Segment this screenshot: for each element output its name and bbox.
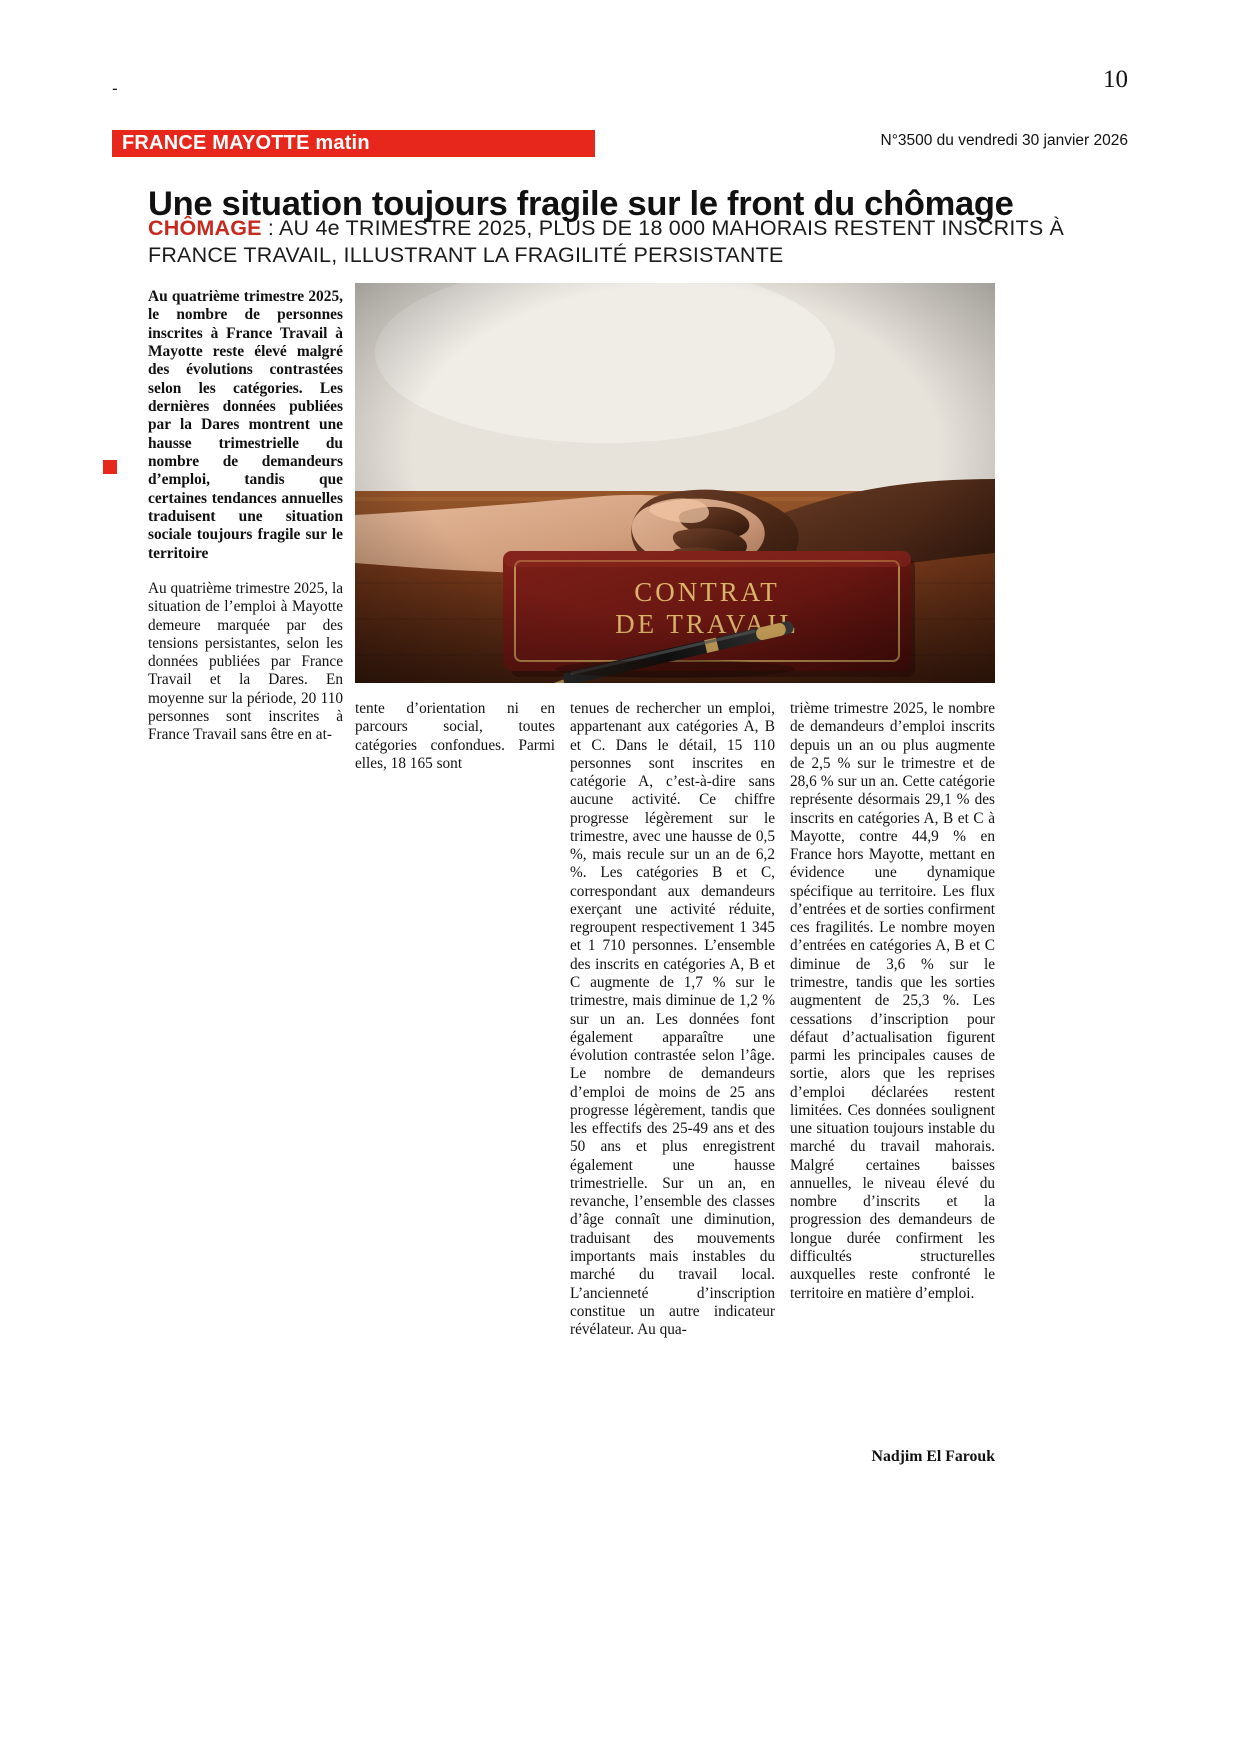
masthead-brand: FRANCE MAYOTTE (122, 132, 310, 154)
masthead-suffix: matin (315, 132, 370, 154)
paragraph: Au quatrième trimestre 2025, la situation de l’emploi à Mayotte demeure marquée par des tensions persistantes, selon les données publiées par France Travail et la Dares. En moyenne sur la période, 20 110 personnes sont inscrites à France Travail sans être en at- (148, 580, 343, 744)
handshake-contract-illustration (355, 283, 995, 683)
article-byline: Nadjim El Farouk (871, 1448, 995, 1465)
kicker-text: : AU 4e TRIMESTRE 2025, PLUS DE 18 000 MAHORAIS RESTENT INSCRITS À FRANCE TRAVAIL, ILLUSTRANT LA FRAGILITÉ PERSISTANTE (148, 216, 1065, 268)
kicker (148, 215, 1123, 269)
article-lead: Au quatrième trimestre 2025, le nombre de personnes inscrites à France Travail à Mayotte reste élevé malgré des évolutions contrastées selon les catégories. Les dernières données publiées par la Dares montrent une hausse trimestrielle du nombre de demandeurs d’emploi, tandis que certaines tendances annuelles traduisent une situation sociale toujours fragile sur le territoire (148, 288, 343, 562)
paragraph: tente d’orientation ni en parcours social, toutes catégories confondues. Parmi elles, 18 165 sont (355, 700, 555, 772)
issue-line: N°3500 du vendredi 30 janvier 2026 (880, 132, 1128, 149)
body-column-3 (570, 700, 775, 1339)
masthead-title (122, 132, 370, 155)
crop-mark: - (112, 79, 118, 98)
red-square-marker (103, 460, 117, 474)
page-number: 10 (1103, 66, 1128, 93)
body-column-4 (790, 700, 995, 1303)
body-column-1 (148, 580, 343, 744)
paragraph: tenues de rechercher un emploi, appartenant aux catégories A, B et C. Dans le détail, 15 110 personnes sont inscrites en catégorie A, c’est-à-dire sans aucune activité. Ce chiffre progresse légèrement sur le trimestre, avec une hausse de 0,5 %, mais recule sur un an de 6,2 %. Les catégories B et C, correspondant aux demandeurs exerçant une activité réduite, regroupent respectivement 1 345 et 1 710 personnes. L’ensemble des inscrits en catégories A, B et C augmente de 1,7 % sur le trimestre, mais diminue de 1,2 % sur un an. Les données font également apparaître une évolution contrastée selon l’âge. Le nombre de demandeurs d’emploi de moins de 25 ans progresse légèrement, tandis que les effectifs des 25-49 ans et des 50 ans et plus enregistrent également une hausse trimestrielle. Sur un an, en revanche, l’ensemble des classes d’âge connaît une diminution, traduisant des mouvements importants mais instables du marché du travail local. L’ancienneté d’inscription constitue un autre indicateur révélateur. Au qua- (570, 700, 775, 1339)
body-column-2 (355, 700, 555, 773)
kicker-label: CHÔMAGE (148, 216, 262, 240)
article-photo (355, 283, 995, 683)
page-title: Une situation toujours fragile sur le front du chômage (148, 185, 1014, 224)
masthead-banner (112, 130, 595, 157)
paragraph: trième trimestre 2025, le nombre de demandeurs d’emploi inscrits depuis un an ou plus augmente de 2,5 % sur le trimestre et de 28,6 % sur un an. Cette catégorie représente désormais 29,1 % des inscrits en catégories A, B et C à Mayotte, contre 44,9 % en France hors Mayotte, mettant en évidence une dynamique spécifique au territoire. Les flux d’entrées et de sorties confirment ces fragilités. Le nombre moyen d’entrées en catégories A, B et C diminue de 3,6 % sur le trimestre, tandis que les sorties augmentent de 25,3 %. Les cessations d’inscription pour défaut d’actualisation figurent parmi les principales causes de sortie, alors que les reprises d’emploi déclarées restent limitées. Ces données soulignent une situation toujours instable du marché du travail mahorais. Malgré certaines baisses annuelles, le niveau élevé du nombre d’inscrits et la progression des demandeurs de longue durée confirment les difficultés structurelles auxquelles reste confronté le territoire en matière d’emploi. (790, 700, 995, 1302)
